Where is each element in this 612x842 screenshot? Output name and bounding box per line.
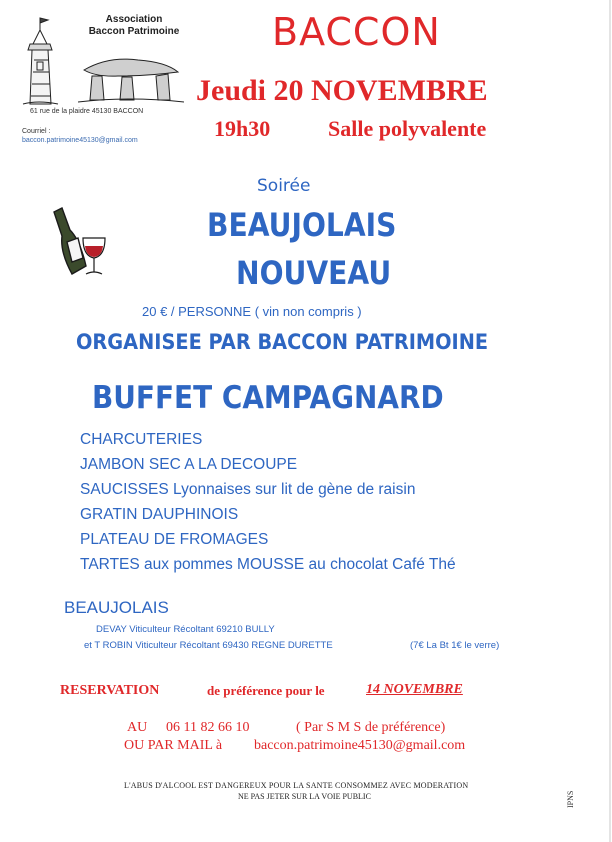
reservation-au: AU: [127, 720, 148, 735]
buffet-title: BUFFET CAMPAGNARD: [92, 380, 444, 416]
event-title-line2: NOUVEAU: [236, 254, 392, 292]
courriel-email[interactable]: baccon.patrimoine45130@gmail.com: [22, 137, 138, 144]
buffet-item: GRATIN DAUPHINOIS: [80, 506, 239, 523]
reservation-label: RESERVATION: [60, 683, 160, 698]
courriel-label: Courriel :: [22, 128, 51, 135]
buffet-item: TARTES aux pommes MOUSSE au chocolat Café Thé: [80, 556, 456, 573]
wine-price-note: (7€ La Bt 1€ le verre): [410, 640, 500, 651]
event-venue: Salle polyvalente: [328, 116, 487, 141]
association-name-line1: Association: [105, 14, 163, 25]
buffet-item: SAUCISSES Lyonnaises sur lit de gène de raisin: [80, 481, 416, 498]
footer-warning-line2: NE PAS JETER SUR LA VOIE PUBLIC: [238, 792, 371, 801]
association-name-line2: Baccon Patrimoine: [88, 26, 180, 37]
buffet-item: CHARCUTERIES: [80, 431, 203, 448]
reservation-phone[interactable]: 06 11 82 66 10: [166, 720, 250, 735]
association-address: 61 rue de la plaidre 45130 BACCON: [30, 108, 144, 115]
town-title: BACCON: [272, 10, 441, 54]
page-edge: [609, 0, 611, 842]
reservation-or-mail: OU PAR MAIL à: [124, 738, 223, 753]
wine-producer-1: DEVAY Viticulteur Récoltant 69210 BULLY: [96, 624, 275, 635]
buffet-item: PLATEAU DE FROMAGES: [80, 531, 269, 548]
soiree-label: Soirée: [257, 176, 311, 196]
event-time: 19h30: [214, 116, 271, 141]
wine-producer-2: et T ROBIN Viticulteur Récoltant 69430 REGNE DURETTE: [84, 640, 333, 651]
reservation-date: 14 NOVEMBRE: [366, 682, 463, 697]
reservation-sms: ( Par S M S de préférence): [296, 720, 446, 735]
footer-warning-line1: L'ABUS D'ALCOOL EST DANGEREUX POUR LA SANTE CONSOMMEZ AVEC MODERATION: [124, 781, 469, 790]
buffet-item: JAMBON SEC A LA DECOUPE: [80, 456, 298, 473]
wine-glass-icon: [80, 236, 108, 278]
reservation-text: de préférence pour le: [207, 683, 325, 698]
event-title-line1: BEAUJOLAIS: [207, 206, 397, 244]
wine-title: BEAUJOLAIS: [64, 598, 169, 617]
reservation-email[interactable]: baccon.patrimoine45130@gmail.com: [254, 738, 466, 753]
association-name: [82, 14, 186, 38]
event-organiser: ORGANISEE PAR BACCON PATRIMOINE: [76, 330, 489, 354]
buffet-menu: [80, 427, 456, 577]
ipns-mark: IPNS: [566, 790, 575, 808]
event-date: Jeudi 20 NOVEMBRE: [196, 74, 488, 107]
event-price: 20 € / PERSONNE ( vin non compris ): [142, 304, 362, 319]
